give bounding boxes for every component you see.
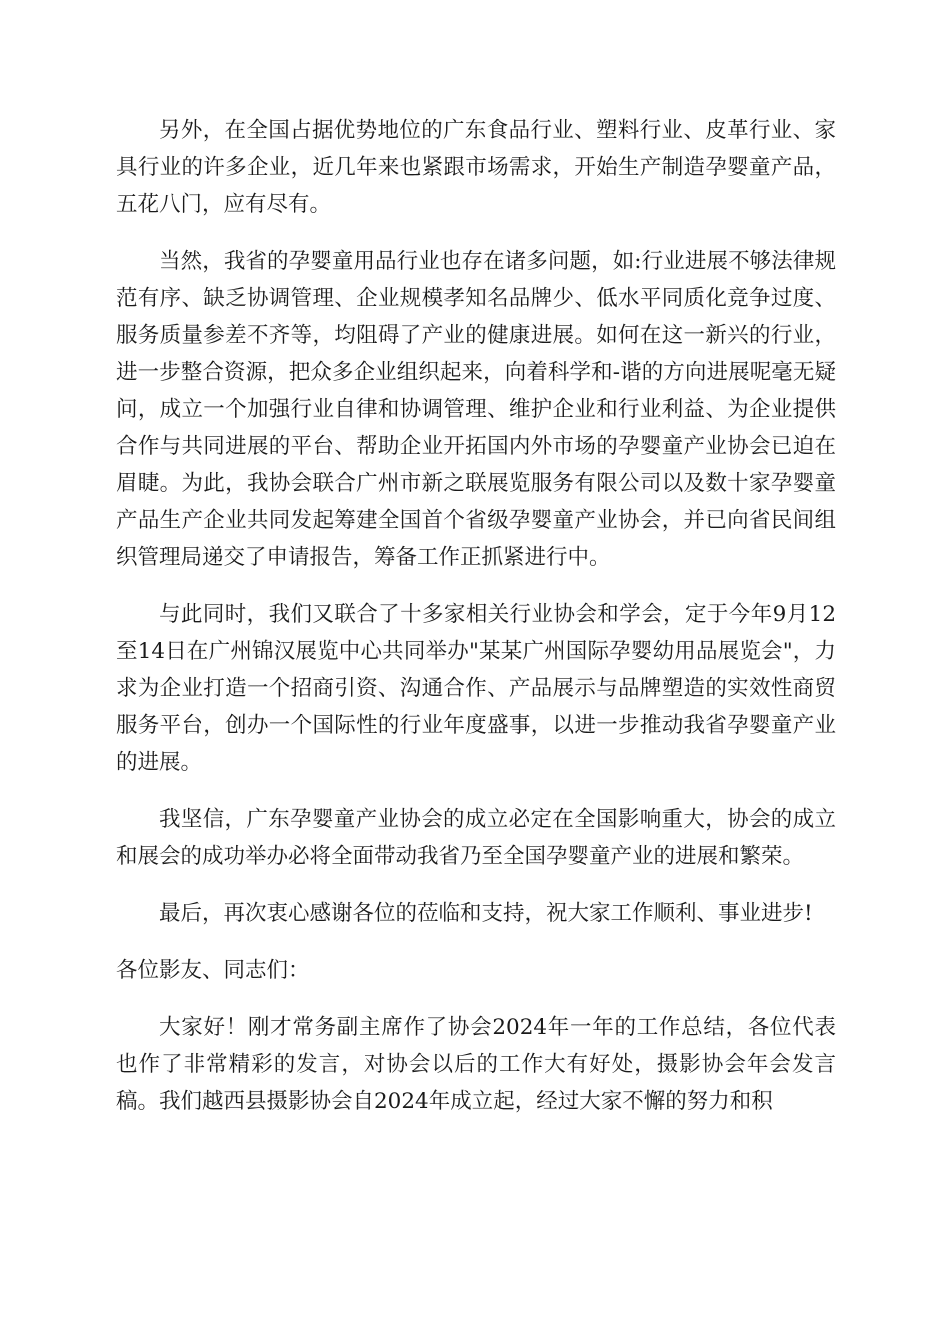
document-body (116, 112, 836, 1140)
paragraph-exhibition: 与此同时，我们又联合了十多家相关行业协会和学会，定于今年9月12至14日在广州锦汉展览中心共同举办"某某广州国际孕婴幼用品展览会"，力求为企业打造一个招商引资、沟通合作、产品展示与品牌塑造的实效性商贸服务平台，创办一个国际性的行业年度盛事，以进一步推动我省孕婴童产业的进展。 (116, 602, 836, 775)
paragraph-industry-problems: 当然，我省的孕婴童用品行业也存在诸多问题，如:行业进展不够法律规范有序、缺乏协调管理、企业规模孝知名品牌少、低水平同质化竞争过度、服务质量参差不齐等，均阻碍了产业的健康进展。如何在这一新兴的行业，进一步整合资源，把众多企业组织起来，向着科学和-谐的方向进展呢毫无疑问，成立一个加强行业自律和协调管理、维护企业和行业利益、为企业提供合作与共同进展的平台、帮助企业开拓国内外市场的孕婴童产业协会已迫在眉睫。为此，我协会联合广州市新之联展览服务有限公司以及数十家孕婴童产品生产企业共同发起筹建全国首个省级孕婴童产业协会，并已向省民间组织管理局递交了申请报告，筹备工作正抓紧进行中。 (116, 249, 836, 570)
paragraph-industry-companies: 另外，在全国占据优势地位的广东食品行业、塑料行业、皮革行业、家具行业的许多企业，近几年来也紧跟市场需求，开始生产制造孕婴童产品，五花八门，应有尽有。 (116, 118, 836, 217)
paragraph-belief: 我坚信，广东孕婴童产业协会的成立必定在全国影响重大，协会的成立和展会的成功举办必将全面带动我省乃至全国孕婴童产业的进展和繁荣。 (116, 807, 836, 869)
paragraph-thanks: 最后，再次衷心感谢各位的莅临和支持，祝大家工作顺利、事业进步! (159, 901, 813, 926)
paragraph-speech-opening: 大家好！刚才常务副主席作了协会2024年一年的工作总结，各位代表也作了非常精彩的发言，对协会以后的工作大有好处，摄影协会年会发言稿。我们越西县摄影协会自2024年成立起，经过大家不懈的努力和积 (116, 1015, 836, 1114)
paragraph-salutation: 各位影友、同志们： (116, 958, 310, 983)
